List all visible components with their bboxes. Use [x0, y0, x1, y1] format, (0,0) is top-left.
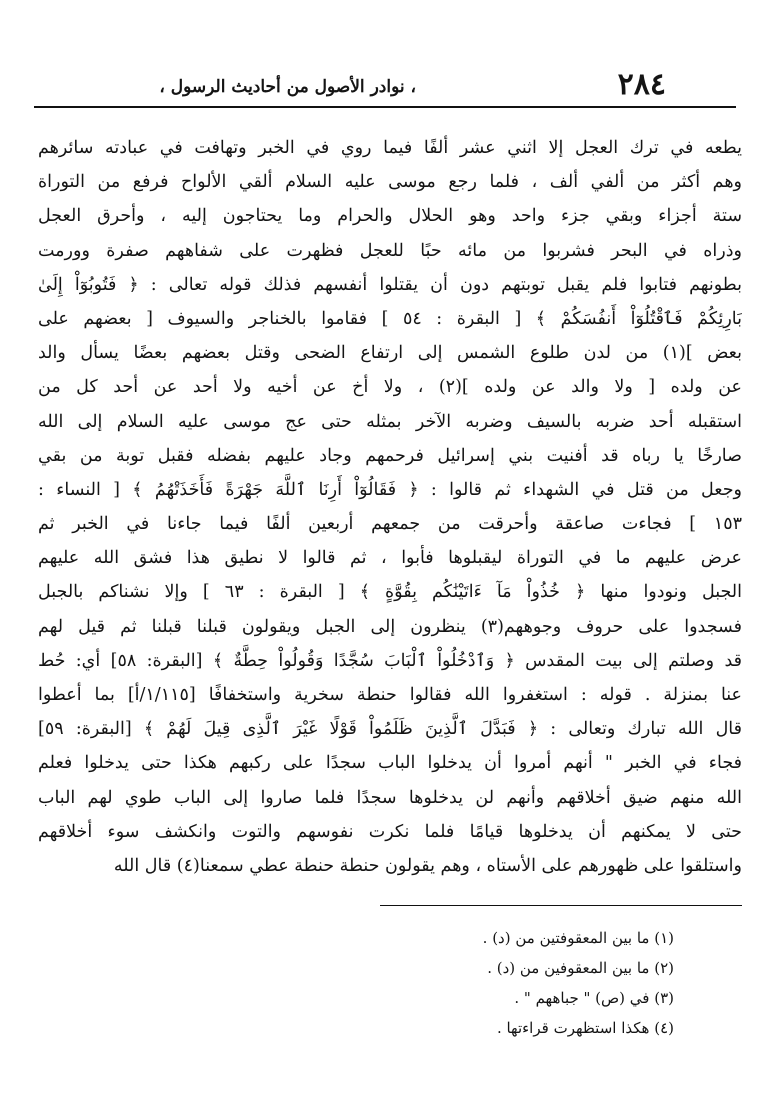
footnote-divider	[380, 905, 742, 906]
text-line: فجاء في الخبر " أنهم أمروا أن يدخلوا الباب سجدًا على ركبهم هكذا حتى يدخلوا فعلم	[38, 753, 742, 774]
text-line: بَارِئِكُمْ فَٱقْتُلُوٓاْ أَنفُسَكُمْ ﴾ [ البقرة : ٥٤ ] فقاموا بالخناجر والسيوف [ بعضهم على	[38, 308, 742, 329]
text-line: استقبله أحد ضربه بالسيف وضربه الآخر بمثله حتى عج موسى عليه السلام إلى الله	[38, 411, 742, 432]
footnote: (٣) في (ص) " جباههم " .	[514, 989, 674, 1007]
footnote: (٢) ما بين المعقوفين من (د) .	[487, 959, 674, 977]
text-line: عرض عليهم ما في التوراة ليقبلوها فأبوا ، ثم قالوا لا نطيق هذا فشق الله عليهم	[38, 548, 742, 569]
text-line: وهم أكثر من ألفي ألف ، فلما رجع موسى عليه السلام ألقي الألواح فرفع من التوراة	[38, 172, 742, 193]
text-line: بطونهم فتابوا فلم يقبل توبتهم دون أن يقتلوا أنفسهم فذلك قوله تعالى : ﴿ فَتُوبُوٓاْ إِلَىٰ	[38, 274, 742, 295]
page-header	[34, 64, 736, 108]
text-line: الله منهم ضيق أخلاقهم وأنهم لن يدخلوها سجدًا فلما صاروا إلى الباب طوي لهم الباب	[38, 787, 742, 808]
text-line: وذراه في البحر فشربوا من مائه حبًا للعجل فظهرت على شفاههم صفرة وورمت	[38, 240, 742, 261]
footnote: (١) ما بين المعقوفتين من (د) .	[482, 929, 674, 947]
text-line: فسجدوا على حروف وجوههم(٣) ينظرون إلى الجبل ويقولون قبلنا قبلنا ثم قيل لهم	[38, 616, 742, 637]
text-line: ١٥٣ ] فجاءت صاعقة وأحرقت من جمعهم أربعين ألفًا فيما جاءنا في الخبر ثم	[38, 514, 742, 535]
text-line: ستة أجزاء وبقي جزء واحد وهو الحلال والحرام وما يحتاجون إليه ، وأحرق العجل	[38, 206, 742, 227]
running-title: ، نوادر الأصول من أحاديث الرسول ،	[159, 77, 416, 97]
text-line: بعض ](١) من لدن طلوع الشمس إلى ارتفاع الضحى وقتل بعضهم بعضًا يسأل والد	[38, 343, 742, 364]
text-line: عنا بمنزلة . قوله : استغفروا الله فقالوا حنطة سخرية واستخفافًا [١/١١٥/أ] بما أعطوا	[38, 685, 742, 705]
main-text	[38, 131, 742, 883]
text-line: الجبل ونودوا منها ﴿ خُذُواْ مَآ ءَاتَيْنَٰكُم بِقُوَّةٍ ﴾ [ البقرة : ٦٣ ] وإلا نشناكم بالجبل	[38, 582, 742, 603]
text-line: واستلقوا على ظهورهم على الأستاه ، وهم يقولون حنطة حنطة عطي سمعنا(٤) قال الله	[113, 855, 742, 876]
text-line: صارخًا يا رباه قد أفنيت بني إسرائيل فرحمهم وجاد عليهم بفضله فقبل توبة من بقي	[38, 445, 742, 466]
footnotes	[274, 923, 674, 1043]
text-line: حتى لا يمكنهم أن يدخلوها قيامًا فلما نكرت نفوسهم والتوت وانكشف سوء أخلاقهم	[38, 821, 742, 842]
footnote: (٤) هكذا استظهرت قراءتها .	[496, 1019, 674, 1037]
text-line: يطعه في ترك العجل إلا اثني عشر ألفًا فيما روي في الخبر وتهافت في عبادته سائرهم	[38, 138, 742, 158]
text-line: عن ولده [ ولا والد عن ولده ](٢) ، ولا أخ عن أخيه ولا أحد عن أحد كل من	[38, 377, 742, 398]
page-number: ٢٨٤	[617, 67, 666, 102]
text-line: قال الله تبارك وتعالى : ﴿ فَبَدَّلَ ٱلَّذِينَ ظَلَمُواْ قَوْلًا غَيْرَ ٱلَّذِى قِيلَ لَهُمْ ﴾ [البقرة: ٥٩]	[38, 719, 742, 740]
text-line: وجعل من قتل في الشهداء ثم قالوا : ﴿ فَقَالُوٓاْ أَرِنَا ٱللَّهَ جَهْرَةً فَأَخَذَتْهُمُ ﴾ [ النساء :	[38, 479, 742, 500]
text-line: قد وصلتم إلى بيت المقدس ﴿ وَٱدْخُلُواْ ٱلْبَابَ سُجَّدًا وَقُولُواْ حِطَّةٌ ﴾ [البقرة: ٥٨] أي: حُط	[38, 650, 742, 671]
